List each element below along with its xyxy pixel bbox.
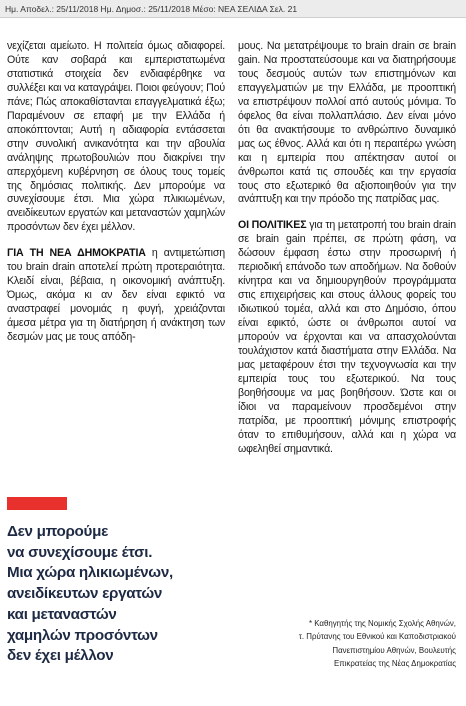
section-lead: ΟΙ ΠΟΛΙΤΙΚΕΣ xyxy=(238,219,307,232)
pull-quote-accent-bar xyxy=(7,497,67,510)
paragraph-text: η αντιμετώπιση του brain drain αποτελεί πρώτη προτεραιότητα. Κλειδί είναι, βέβαια, η οικονομική ανάπτυξη. Όμως, ακόμα κι αν δεν είναι εφικτό να αναστραφεί μονομιάς η φυγή, χρειάζονται άμεσα μέτρα για τη διατήρηση ή ανάκτηση των δεσμών μας με τους απόδη- xyxy=(7,247,225,344)
footnote-line: Πανεπιστημίου Αθηνών, Βουλευτής xyxy=(332,645,456,655)
footnote-line: * Καθηγητής της Νομικής Σχολής Αθηνών, xyxy=(308,619,456,628)
pull-quote-line: Μια χώρα ηλικιωμένων, xyxy=(7,564,173,582)
footnote-line: τ. Πρύτανης του Εθνικού και Καποδιστριακού xyxy=(298,632,456,642)
section-lead: ΓΙΑ ΤΗ ΝΕΑ ΔΗΜΟΚΡΑΤΙΑ xyxy=(7,247,146,260)
clipping-header: Ημ. Αποδελ.: 25/11/2018 Ημ. Δημοσ.: 25/11/2018 Μέσο: ΝΕΑ ΣΕΛΙΔΑ Σελ. 21 xyxy=(0,0,466,18)
paragraph xyxy=(7,247,225,345)
author-footnote xyxy=(238,617,456,671)
article-column-right xyxy=(238,40,456,469)
pull-quote-line: χαμηλών προσόντων xyxy=(7,626,158,644)
paragraph: μους. Να μετατρέψουμε το brain drain σε brain gain. Να προστατεύσουμε και να διατηρήσουμε τους δεσμούς αυτών των επιστημόνων και επαγγελματιών με την Ελλάδα, με προοπτική να επιστρέψουν πολλοί από αυτούς μόνιμα. Το όφελος θα είναι πολλαπλάσιο. Δεν είναι μόνο ότι θα ανακτήσουμε το ανθρώπινο δυναμικό μας ως έθνος. Αλλά και ότι η περαιτέρω γνώση και η εμπειρία που απέκτησαν αυτοί οι άνθρωποι κατά τις σπουδές και την εργασία τους στο εξωτερικό θα αξιοποιηθούν για την ανάπτυξη και την πρόοδο της πατρίδας μας. xyxy=(238,40,456,206)
pull-quote-line: να συνεχίσουμε έτσι. xyxy=(7,543,153,561)
paragraph-text: για τη μετατροπή του brain drain σε brain gain πρέπει, σε πρώτη φάση, να δώσουν έμφαση έστω στην προσωρινή ή περιοδική επάνοδο των αποδήμων. Να δοθούν κίνητρα και να δημιουργηθούν προγράμματα στις επιχειρήσεις και στους άλλους φορείς του ιδιωτικού τομέα, αλλά και στο Δημόσιο, όπου είναι εφικτό, ώστε οι άνθρωποι αυτοί να μπορούν να έρχονται και να απασχολούνται τουλάχιστον κατά διαστήματα στην Ελλάδα. Να μας μεταφέρουν έτσι την τεχνογνωσία και την εμπειρία τους του εξωτερικού. Να τους βοηθήσουμε να μας βοηθήσουν. Ώστε και οι ίδιοι να παραμείνουν προσδεμένοι στην πατρίδα, με προοπτική μόνιμης επιστροφής όταν το επιθυμήσουν, αλλά και η χώρα να ωφεληθεί σημαντικά. xyxy=(238,219,456,455)
pull-quote-line: Δεν μπορούμε xyxy=(7,523,108,540)
article-column-left xyxy=(7,40,225,357)
pull-quote-line: ανειδίκευτων εργατών xyxy=(7,585,163,603)
pull-quote-line: και μεταναστών xyxy=(7,605,117,623)
pull-quote xyxy=(7,522,227,667)
pull-quote-line: δεν έχει μέλλον xyxy=(7,647,114,665)
paragraph xyxy=(238,219,456,456)
paragraph: νεχίζεται αμείωτο. Η πολιτεία όμως αδιαφορεί. Ούτε καν σοβαρά και εμπεριστατωμένα στατιστικά στοιχεία δεν ενδιαφέρθηκε να συλλέξει και να καταγράψει. Ποιοι φεύγουν; Πού πάνε; Πώς αποκαθίστανται επαγγελματικά έξω; Παραμένουν σε επαφή με την Ελλάδα ή αποκόπτονται; Αυτή η αδιαφορία εντάσσεται στην συνολική ανικανότητα και την αβουλία ανάληψης πρωτοβουλιών που διακρίνει την απερχόμενη κυβέρνηση σε όλους τους τομείς της δημόσιας πολιτικής. Δεν μπορούμε να συνεχίσουμε έτσι. Μια χώρα πλικιωμένων, ανειδίκευτων εργατών και μεταναστών χαμηλών προσόντων δεν έχει μέλλον. xyxy=(7,40,225,234)
footnote-line: Επικρατείας της Νέας Δημοκρατίας xyxy=(333,659,456,669)
